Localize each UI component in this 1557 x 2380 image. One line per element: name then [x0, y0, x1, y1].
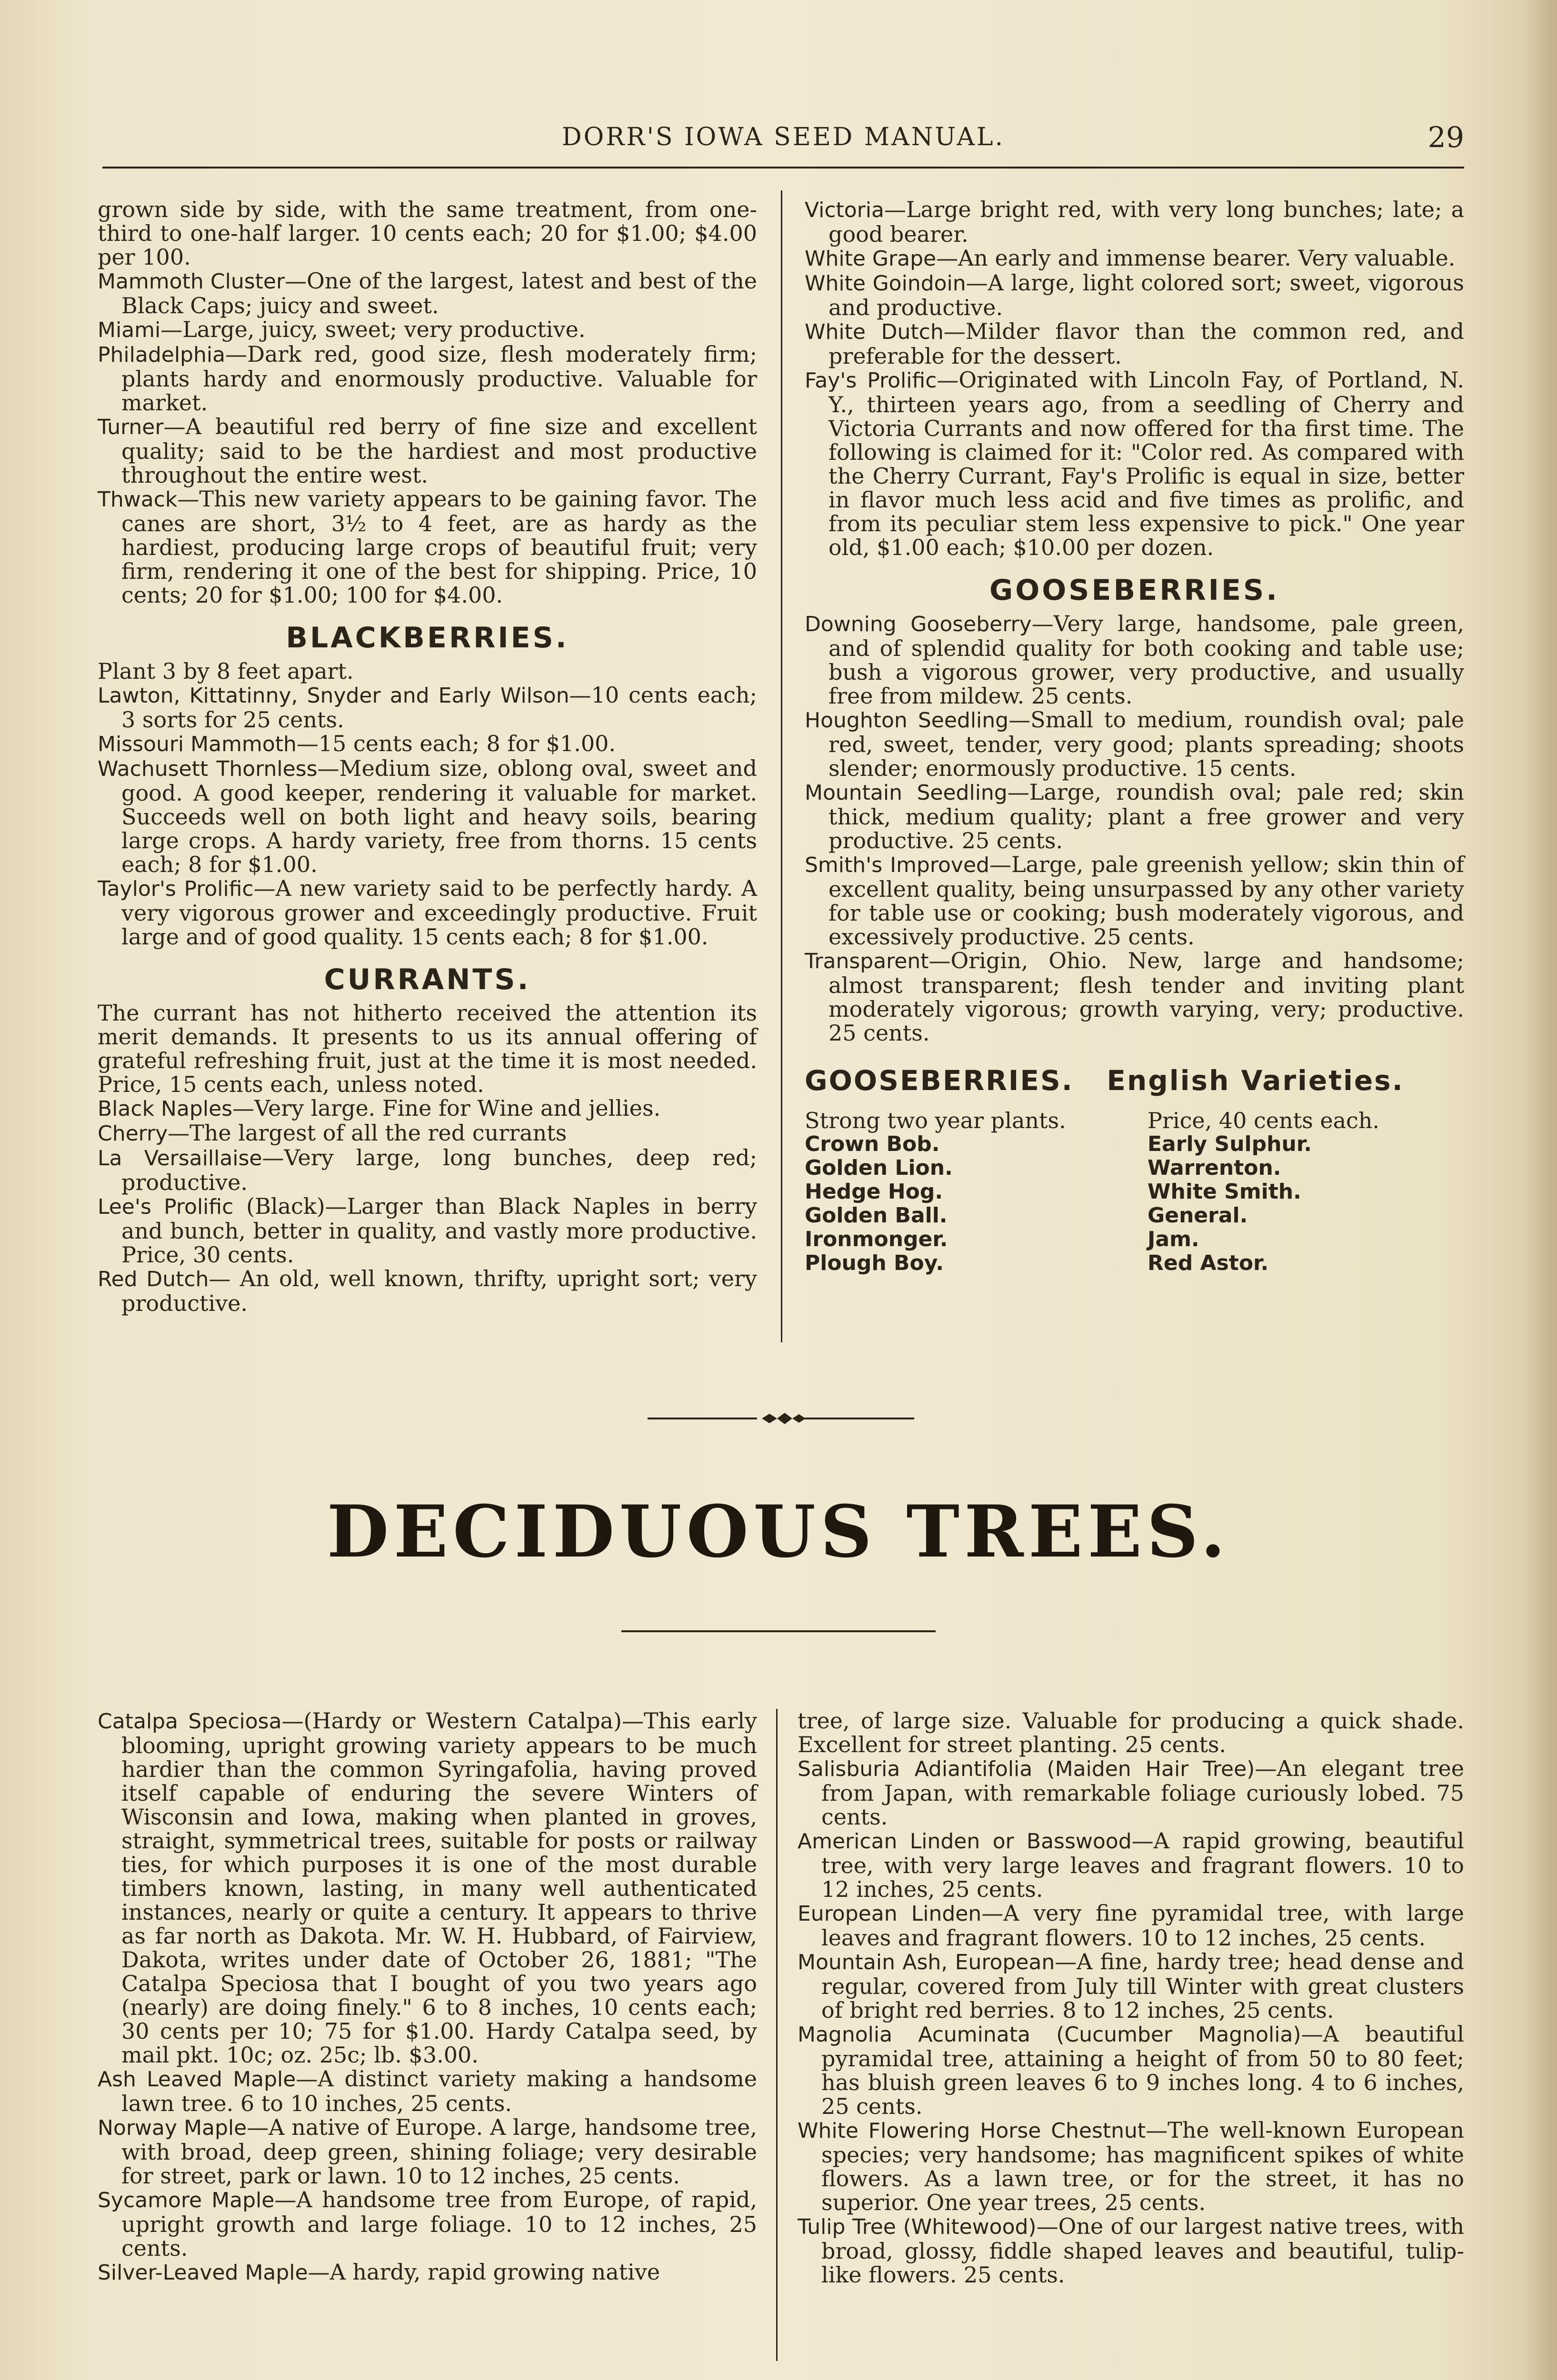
- catalog-entry: [98, 683, 757, 732]
- ornamental-rule: [648, 1409, 914, 1428]
- variety-description: —A distinct variety making a handsome lawn tree. 6 to 10 inches, 25 cents.: [121, 2066, 757, 2116]
- variety-description: —Very large. Fine for Wine and jellies.: [232, 1095, 661, 1121]
- english-heading: [805, 1064, 1464, 1097]
- variety-description: —A very fine pyramidal tree, with large leaves and fragrant flowers. 10 to 12 inches, 25 cents.: [821, 1900, 1465, 1951]
- variety-name: Ash Leaved Maple: [98, 2067, 296, 2092]
- variety-description: —A large, light colored sort; sweet, vigorous and productive.: [828, 270, 1465, 320]
- variety-description: —Large bright red, with very long bunches; late; a good bearer.: [828, 197, 1464, 247]
- bottom-right-column: [798, 1709, 1464, 2287]
- variety-description: —A native of Europe. A large, handsome tree, with broad, deep green, shining foliage; very desirable for street, park or lawn. 10 to 12 inches, 25 cents.: [121, 2114, 757, 2189]
- catalog-entry: [98, 1709, 757, 2067]
- catalog-entry: [805, 246, 1464, 271]
- section-heading: CURRANTS.: [324, 963, 531, 996]
- catalog-entry: [98, 2260, 757, 2285]
- variety-description: —A hardy, rapid growing native: [308, 2259, 660, 2285]
- variety-description: —15 cents each; 8 for $1.00.: [296, 731, 616, 756]
- variety-description: —Large, roundish oval; pale red; skin thick, medium quality; plant a free grower and very productive. 25 cents.: [828, 779, 1464, 853]
- variety-description: —An early and immense bearer. Very valuable.: [936, 245, 1456, 271]
- catalog-entry: [798, 1950, 1464, 2022]
- english-heading-right: English Varieties.: [1107, 1064, 1404, 1097]
- variety-name: Cherry: [98, 1121, 168, 1146]
- variety-name: Black Naples: [98, 1097, 233, 1121]
- section-title-rule: [621, 1630, 936, 1632]
- variety-name: Philadelphia: [98, 343, 226, 367]
- catalog-entry: [805, 271, 1464, 319]
- page-edge-shadow: [1524, 0, 1557, 2380]
- variety-description: —The largest of all the red currants: [168, 1120, 567, 1146]
- variety-name: Missouri Mammoth: [98, 732, 297, 756]
- variety-name: Mountain Ash, European: [798, 1950, 1055, 1974]
- variety-description: —An elegant tree from Japan, with remarkable foliage curiously lobed. 75 cents.: [821, 1755, 1464, 1830]
- variety-name: Smith's Improved: [805, 853, 989, 877]
- variety-description: (Black)—Larger than Black Naples in berry and bunch, better in quality, and vastly more productive. Price, 30 cents.: [121, 1193, 757, 1268]
- catalog-entry: [805, 949, 1464, 1045]
- top-right-column: [805, 198, 1464, 1275]
- english-note-left: Strong two year plants.: [805, 1108, 1066, 1133]
- paragraph: The currant has not hitherto received the attention its merit demands. It presents to us its annual offering of grateful refreshing fruit, just at the time it is most needed. Price, 15 cents each, unless noted.: [98, 1000, 757, 1097]
- variety-name: Ironmonger.: [805, 1227, 948, 1251]
- variety-name: White Dutch: [805, 320, 944, 344]
- variety-name: Tulip Tree (Whitewood): [798, 2215, 1037, 2239]
- variety-description: —A beautiful pyramidal tree, attaining a height of from 50 to 80 feet; has bluish green leaves 6 to 9 inches long. 4 to 6 inches, 25 cents.: [821, 2021, 1464, 2119]
- variety-name: Catalpa Speciosa: [98, 1709, 282, 1734]
- catalog-entry: [805, 612, 1464, 708]
- english-varieties-list: [805, 1109, 1464, 1275]
- catalog-entry: [98, 756, 757, 876]
- variety-description: —(Hardy or Western Catalpa)—This early blooming, upright growing variety appears to be much hardier than the common Syringafolia, having proved itself capable of enduring the severe Winters of Wisconsin and Iowa, making when planted in groves, straight, symmetrical trees, suitable for posts or railway ties, for which purposes it is one of the most durable timbers known, lasting, in many well authenticated instances, nearly or quite a century. It appears to thrive as far north as Dakota. Mr. W. H. Hubbard, of Fairview, Dakota, writes under date of October 26, 1881; "The Catalpa Speciosa that I bought of you two years ago (nearly) are doing finely." 6 to 8 inches, 10 cents each; 30 cents per 10; 75 for $1.00. Hardy Catalpa seed, by mail pkt. 10c; oz. 25c; lb. $3.00.: [121, 1708, 758, 2068]
- variety-description: —A rapid growing, beautiful tree, with very large leaves and fragrant flowers. 10 to 12 inches, 25 cents.: [821, 1828, 1465, 1902]
- variety-name: European Linden: [798, 1902, 982, 1926]
- catalog-entry: [798, 2214, 1464, 2287]
- top-right-entries: [805, 198, 1464, 1045]
- catalog-entry: [98, 487, 757, 607]
- variety-description: —Medium size, oblong oval, sweet and good. A good keeper, rendering it valuable for market. Succeeds well on both light and heavy soils, bearing large crops. A hardy variety, free from thorns. 15 cents each; 8 for $1.00.: [121, 755, 757, 877]
- catalog-entry: [98, 342, 757, 415]
- variety-description: —One of the largest, latest and best of the Black Caps; juicy and sweet.: [121, 268, 757, 318]
- variety-name: Mountain Seedling: [805, 781, 1008, 805]
- variety-description: —10 cents each; 3 sorts for 25 cents.: [121, 682, 758, 733]
- catalog-entry: [98, 269, 757, 317]
- catalog-entry: [798, 1829, 1464, 1901]
- variety-description: —One of our largest native trees, with broad, glossy, fiddle shaped leaves and beautiful, tulip-like flowers. 25 cents.: [821, 2213, 1465, 2288]
- paragraph: Plant 3 by 8 feet apart.: [98, 658, 354, 684]
- variety-name: Downing Gooseberry: [805, 612, 1032, 636]
- variety-name: Houghton Seedling: [805, 708, 1009, 733]
- header-title: DORR'S IOWA SEED MANUAL.: [561, 123, 1005, 151]
- catalog-entry: [798, 1756, 1464, 1829]
- variety-description: —The well-known European species; very handsome; has magnificent spikes of white flowers. As a lawn tree, or for the street, it has no superior. One year trees, 25 cents.: [821, 2117, 1465, 2215]
- catalog-entry: [805, 198, 1464, 246]
- variety-description: —Very large, long bunches, deep red; productive.: [121, 1145, 757, 1195]
- variety-name: White Flowering Horse Chestnut: [798, 2119, 1146, 2143]
- variety-name: Warrenton.: [1148, 1156, 1281, 1180]
- variety-description: —Large, pale greenish yellow; skin thin of excellent quality, being unsurpassed by any other variety for table use or cooking; bush moderately vigorous, and excessively productive. 25 cents.: [828, 852, 1464, 950]
- variety-name: General.: [1148, 1203, 1248, 1228]
- english-heading-left: GOOSEBERRIES.: [805, 1064, 1074, 1097]
- variety-name: Salisburia Adiantifolia (Maiden Hair Tree): [798, 1757, 1255, 1781]
- variety-name: Plough Boy.: [805, 1251, 944, 1275]
- catalog-entry: [98, 415, 757, 487]
- variety-description: — An old, well known, thrifty, upright sort; very productive.: [121, 1266, 758, 1316]
- variety-name: Taylor's Prolific: [98, 877, 254, 901]
- variety-name: White Smith.: [1148, 1180, 1301, 1204]
- paragraph: tree, of large size. Valuable for producing a quick shade. Excellent for street planting. 25 cents.: [798, 1708, 1464, 1757]
- catalog-entry: [98, 732, 757, 756]
- variety-name: Magnolia Acuminata (Cucumber Magnolia): [798, 2023, 1301, 2047]
- variety-name: Red Astor.: [1148, 1251, 1269, 1275]
- catalog-entry: [98, 317, 757, 342]
- running-header: [102, 114, 1464, 157]
- catalog-entry: [805, 780, 1464, 853]
- catalog-entry: [798, 2118, 1464, 2214]
- variety-name: Thwack: [98, 487, 178, 512]
- variety-description: —Originated with Lincoln Fay, of Portland, N. Y., thirteen years ago, from a seedling of Cherry and Victoria Currants and now offered for tha first time. The following is claimed for it: "Color red. As compared with the Cherry Currant, Fay's Prolific is equal in size, better in flavor much less acid and five times as prolific, and from its peculiar stem less expensive to pick." One year old, $1.00 each; $10.00 per dozen.: [828, 367, 1465, 560]
- section-heading: BLACKBERRIES.: [286, 621, 569, 654]
- bottom-left-column: [98, 1709, 757, 2285]
- paragraph: grown side by side, with the same treatment, from one-third to one-half larger. 10 cents each; 20 for $1.00; $4.00 per 100.: [98, 197, 757, 270]
- catalog-entry: [98, 2115, 757, 2188]
- catalog-entry: [98, 1121, 757, 1146]
- variety-name: White Grape: [805, 247, 937, 271]
- catalog-entry: [98, 1146, 757, 1194]
- variety-description: —Dark red, good size, flesh moderately firm; plants hardy and enormously productive. Valuable for market.: [121, 341, 757, 416]
- catalog-entry: [805, 368, 1464, 559]
- variety-name: Wachusett Thornless: [98, 757, 318, 781]
- variety-name: Hedge Hog.: [805, 1180, 943, 1204]
- catalog-entry: [98, 876, 757, 949]
- variety-name: Lawton, Kittatinny, Snyder and Early Wilson: [98, 684, 569, 708]
- variety-description: —Small to medium, roundish oval; pale red, sweet, tender, very good; plants spreading; shoots slender; enormously productive. 15 cents.: [828, 707, 1464, 781]
- variety-name: Mammoth Cluster: [98, 269, 285, 294]
- variety-name: Red Dutch: [98, 1267, 209, 1291]
- catalog-entry: [98, 1096, 757, 1121]
- variety-name: Jam.: [1148, 1227, 1199, 1251]
- english-note-right: Price, 40 cents each.: [1148, 1108, 1380, 1133]
- variety-description: —Large, juicy, sweet; very productive.: [160, 317, 586, 342]
- variety-description: —A handsome tree from Europe, of rapid, upright growth and large foliage. 10 to 12 inches, 25 cents.: [121, 2187, 757, 2261]
- variety-name: White Goindoin: [805, 271, 966, 296]
- catalog-entry: [98, 1194, 757, 1267]
- header-rule: [102, 167, 1464, 169]
- variety-name: Norway Maple: [98, 2116, 247, 2140]
- variety-description: —Milder flavor than the common red, and preferable for the dessert.: [828, 318, 1465, 369]
- section-heading: GOOSEBERRIES.: [989, 574, 1279, 607]
- variety-name: Silver-Leaved Maple: [98, 2261, 308, 2285]
- variety-name: Transparent: [805, 949, 929, 973]
- variety-name: Fay's Prolific: [805, 368, 937, 393]
- variety-name: Sycamore Maple: [98, 2188, 275, 2212]
- catalog-entry: [98, 1267, 757, 1315]
- catalog-entry: [798, 2022, 1464, 2118]
- page-number: 29: [1427, 121, 1464, 154]
- catalog-entry: [798, 1901, 1464, 1950]
- section-title: DECIDUOUS TREES.: [327, 1490, 1230, 1574]
- variety-name: Crown Bob.: [805, 1132, 940, 1156]
- catalog-entry: [805, 708, 1464, 780]
- catalog-entry: [805, 319, 1464, 368]
- variety-name: Turner: [98, 415, 164, 439]
- top-column-divider: [781, 190, 782, 1342]
- variety-name: La Versaillaise: [98, 1146, 262, 1170]
- variety-name: American Linden or Basswood: [798, 1829, 1132, 1854]
- catalog-entry: [805, 853, 1464, 949]
- catalog-entry: [98, 2188, 757, 2260]
- variety-description: —A fine, hardy tree; head dense and regular, covered from July till Winter with great clusters of bright red berries. 8 to 12 inches, 25 cents.: [821, 1949, 1465, 2023]
- catalog-entry: [98, 2067, 757, 2115]
- english-gooseberries: [805, 1064, 1464, 1275]
- variety-name: Miami: [98, 318, 161, 342]
- variety-description: —Origin, Ohio. New, large and handsome; almost transparent; flesh tender and inviting plant moderately vigorous; growth varying, very; productive. 25 cents.: [828, 948, 1464, 1046]
- variety-description: —A new variety said to be perfectly hardy. A very vigorous grower and exceedingly productive. Fruit large and of good quality. 15 cents each; 8 for $1.00.: [121, 875, 757, 950]
- variety-name: Golden Ball.: [805, 1203, 948, 1228]
- variety-name: Golden Lion.: [805, 1156, 953, 1180]
- variety-description: —This new variety appears to be gaining favor. The canes are short, 3½ to 4 feet, are as hardy as the hardiest, producing large crops of beautiful fruit; very firm, rendering it one of the best for shipping. Price, 10 cents; 20 for $1.00; 100 for $4.00.: [121, 486, 757, 608]
- bottom-column-divider: [776, 1709, 778, 2361]
- variety-name: Lee's Prolific: [98, 1195, 234, 1219]
- variety-name: Early Sulphur.: [1148, 1132, 1312, 1156]
- variety-description: —Very large, handsome, pale green, and of splendid quality for both cooking and table use; bush a vigorous grower, very productive, and usually free from mildew. 25 cents.: [828, 611, 1464, 709]
- top-left-column: [98, 198, 757, 1315]
- variety-description: —A beautiful red berry of fine size and excellent quality; said to be the hardiest and most productive throughout the entire west.: [121, 414, 757, 488]
- variety-name: Victoria: [805, 198, 884, 222]
